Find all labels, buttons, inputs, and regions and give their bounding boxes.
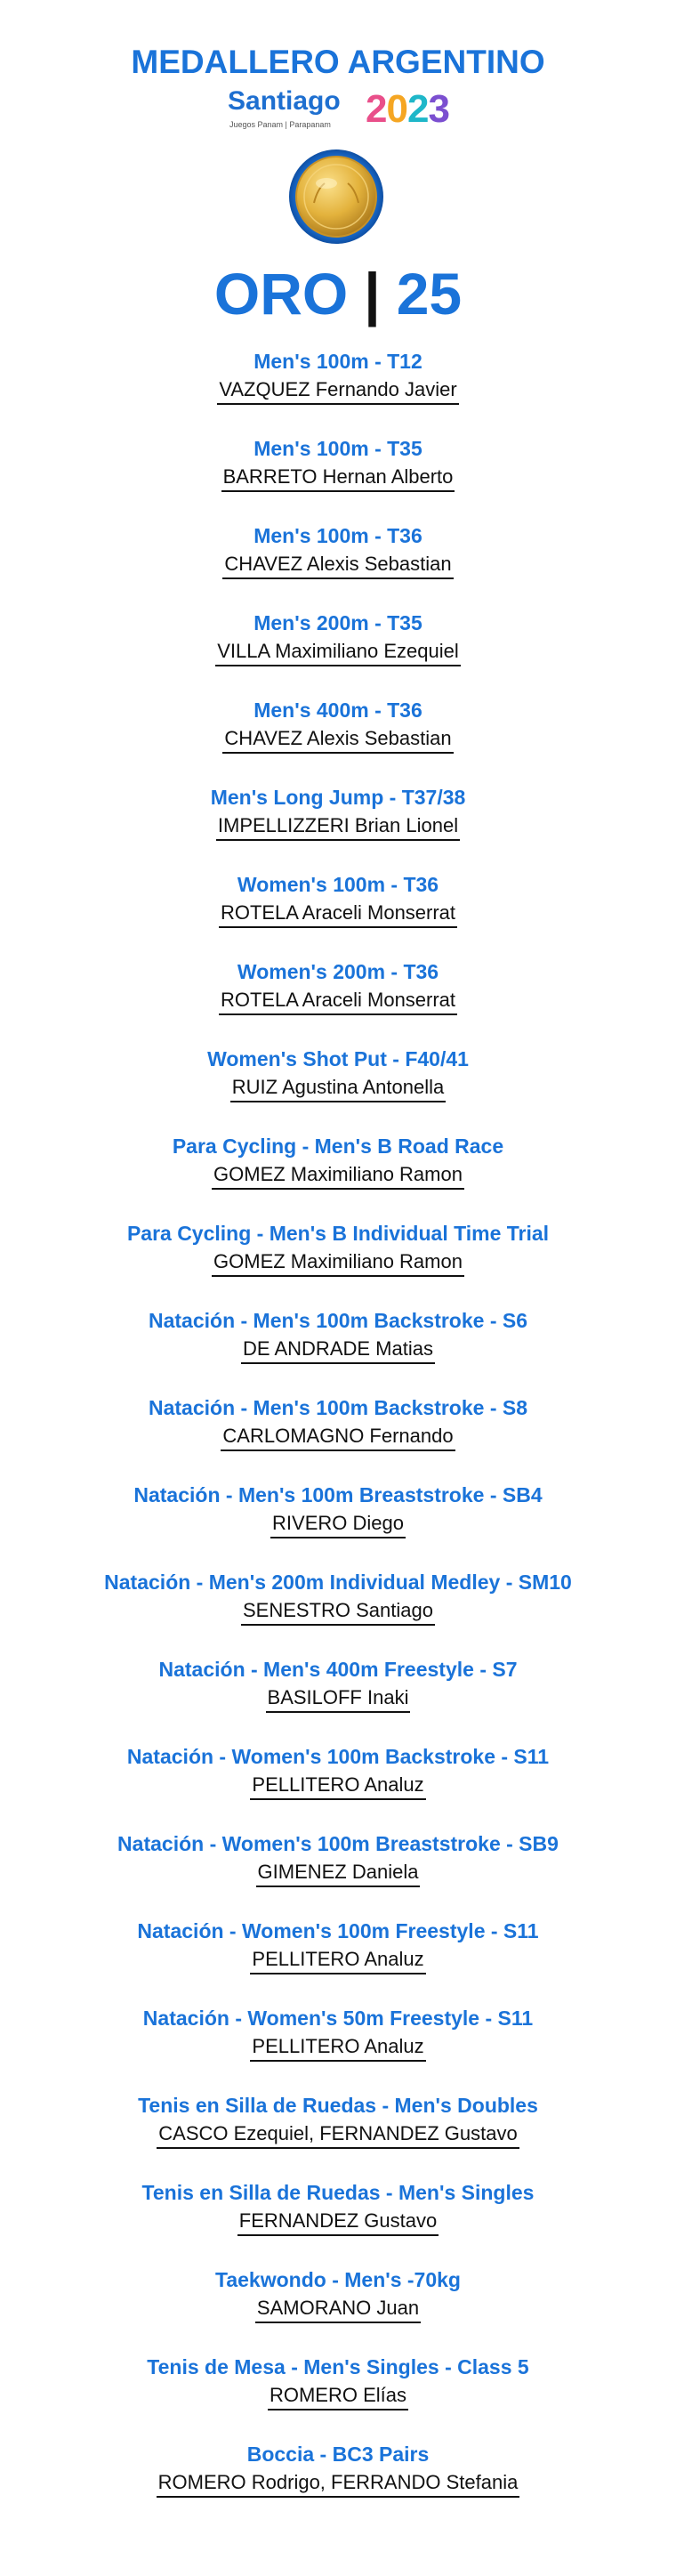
athlete-name: BASILOFF Inaki [266, 1684, 411, 1713]
athlete-name: FERNANDEZ Gustavo [237, 2208, 439, 2236]
event-name: Tenis de Mesa - Men's Singles - Class 5 [147, 2355, 529, 2378]
logo-year-digit: 0 [386, 87, 407, 131]
result-item [0, 1220, 676, 1307]
event-name: Men's 100m - T36 [254, 524, 422, 547]
result-item [0, 1743, 676, 1830]
gold-medal-icon [287, 148, 385, 246]
result-item [0, 1569, 676, 1656]
athlete-name: RUIZ Agustina Antonella [230, 1074, 446, 1102]
result-item [0, 2441, 676, 2528]
result-item [0, 697, 676, 784]
result-item [0, 1918, 676, 2005]
result-item [0, 522, 676, 610]
event-name: Tenis en Silla de Ruedas - Men's Singles [141, 2181, 535, 2204]
result-item [0, 2005, 676, 2092]
athlete-name: SAMORANO Juan [255, 2295, 421, 2323]
result-item [0, 1482, 676, 1569]
result-item [0, 348, 676, 435]
athlete-name: IMPELLIZZERI Brian Lionel [216, 812, 460, 841]
event-name: Men's 100m - T35 [254, 437, 422, 460]
athlete-name: BARRETO Hernan Alberto [221, 464, 455, 492]
result-item [0, 1394, 676, 1482]
event-name: Women's Shot Put - F40/41 [207, 1047, 469, 1070]
result-item [0, 784, 676, 871]
athlete-name: GOMEZ Maximiliano Ramon [212, 1248, 464, 1277]
event-name: Natación - Men's 400m Freestyle - S7 [158, 1658, 518, 1681]
result-item [0, 1830, 676, 1918]
logo-year [366, 87, 449, 132]
event-name: Natación - Women's 100m Freestyle - S11 [137, 1919, 539, 1942]
event-name: Women's 200m - T36 [237, 960, 439, 983]
event-name: Natación - Men's 200m Individual Medley - SM10 [104, 1571, 572, 1594]
result-item [0, 1046, 676, 1133]
athlete-name: CHAVEZ Alexis Sebastian [222, 725, 453, 754]
santiago-2023-logo [226, 85, 457, 137]
result-item [0, 2266, 676, 2354]
athlete-name: DE ANDRADE Matias [241, 1336, 435, 1364]
athlete-name: PELLITERO Analuz [250, 2033, 425, 2062]
result-item [0, 2092, 676, 2179]
logo-wordmark: Santiago [228, 86, 341, 116]
logo-subtitle: Juegos Panam | Parapanam [229, 120, 331, 129]
event-name: Men's 200m - T35 [254, 611, 422, 634]
athlete-name: CASCO Ezequiel, FERNANDEZ Gustavo [157, 2120, 519, 2149]
athlete-name: VILLA Maximiliano Ezequiel [215, 638, 460, 666]
athlete-name: SENESTRO Santiago [241, 1597, 435, 1626]
medal-type-label: ORO [213, 261, 349, 327]
athlete-name: ROMERO Rodrigo, FERRANDO Stefania [157, 2469, 520, 2498]
athlete-name: GIMENEZ Daniela [256, 1859, 421, 1887]
event-name: Natación - Women's 100m Backstroke - S11 [126, 1745, 550, 1768]
event-name: Men's 100m - T12 [254, 350, 422, 373]
athlete-name: ROMERO Elías [268, 2382, 408, 2410]
event-name: Women's 100m - T36 [237, 873, 439, 896]
athlete-name: RIVERO Diego [270, 1510, 406, 1538]
logo-year-digit: 3 [428, 87, 449, 131]
event-name: Taekwondo - Men's -70kg [215, 2268, 461, 2291]
athlete-name: CHAVEZ Alexis Sebastian [222, 551, 453, 579]
logo-year-digit: 2 [366, 87, 387, 131]
athlete-name: CARLOMAGNO Fernando [221, 1423, 455, 1451]
medal-count: 25 [396, 261, 463, 327]
event-name: Men's Long Jump - T37/38 [210, 786, 466, 809]
results-list [0, 348, 676, 2528]
result-item [0, 958, 676, 1046]
athlete-name: ROTELA Araceli Monserrat [219, 900, 457, 928]
event-name: Tenis en Silla de Ruedas - Men's Doubles [138, 2094, 538, 2117]
result-item [0, 1307, 676, 1394]
athlete-name: PELLITERO Analuz [250, 1772, 425, 1800]
athlete-name: ROTELA Araceli Monserrat [219, 987, 457, 1015]
event-name: Natación - Men's 100m Backstroke - S8 [148, 1396, 528, 1419]
page-title: MEDALLERO ARGENTINO [131, 44, 545, 80]
result-item [0, 2354, 676, 2441]
result-item [0, 871, 676, 958]
event-name: Natación - Women's 100m Breaststroke - SB9 [117, 1832, 559, 1855]
result-item [0, 435, 676, 522]
result-item [0, 610, 676, 697]
event-name: Natación - Men's 100m Breaststroke - SB4 [133, 1483, 543, 1506]
result-item [0, 1133, 676, 1220]
athlete-name: VAZQUEZ Fernando Javier [217, 376, 458, 405]
event-name: Para Cycling - Men's B Individual Time Trial [126, 1222, 550, 1245]
event-name: Natación - Men's 100m Backstroke - S6 [148, 1309, 528, 1332]
athlete-name: GOMEZ Maximiliano Ramon [212, 1161, 464, 1190]
event-name: Boccia - BC3 Pairs [246, 2443, 430, 2466]
event-name: Men's 400m - T36 [254, 699, 422, 722]
gold-count-heading [0, 258, 676, 329]
event-name: Natación - Women's 50m Freestyle - S11 [142, 2007, 534, 2030]
logo-year-digit: 2 [406, 87, 429, 131]
result-item [0, 1656, 676, 1743]
athlete-name: PELLITERO Analuz [250, 1946, 425, 1974]
heading-separator: | [364, 261, 381, 327]
result-item [0, 2179, 676, 2266]
event-name: Para Cycling - Men's B Road Race [172, 1135, 504, 1158]
